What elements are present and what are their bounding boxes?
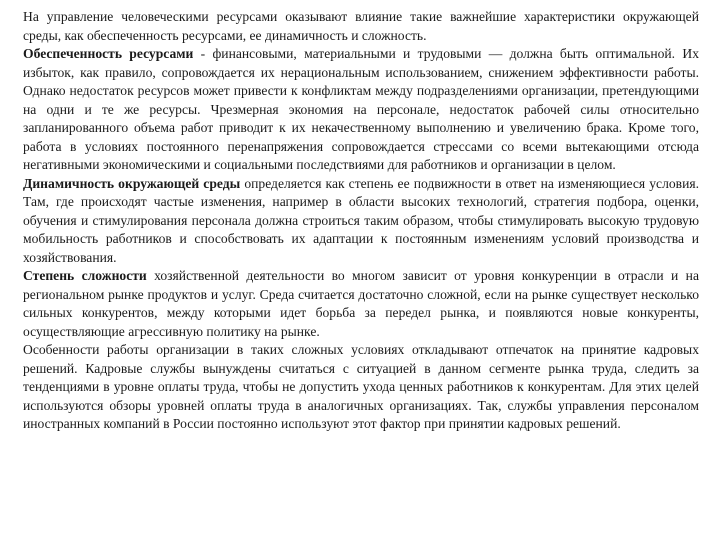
paragraph-environment-dynamics-text: определяется как степень ее подвижности в ответ на изменяющиеся условия. Там, где происходят частые изменения, например в области высоких технологий, стратегия подбора, оценки, обучения и стимулирования персонала должна строиться таким образом, чтобы стимулировать высокую трудовую мобильность работников и способствовать их адаптации к постоянным изменениям условий производства и хозяйствования. xyxy=(23,175,699,265)
paragraph-resource-availability-text: - финансовыми, материальными и трудовыми — должна быть оптимальной. Их избыток, как правило, сопровождается их нерациональным использованием, снижением эффективности работы. Однако недостаток ресурсов может привести к конфликтам между подразделениями организации, претендующими на одни и те же ресурсы. Чрезмерная экономия на персонале, недостаток рабочей силы относительно запланированного объема работ приводит к их некачественному выполнению и увеличению брака. Кроме того, работа в условиях постоянного перенапряжения сопровождается стрессами со всеми вытекающими отсюда негативными экономическими и социальными последствиями для работников и организации в целом. xyxy=(23,46,699,172)
term-complexity-degree: Степень сложности xyxy=(23,268,147,283)
term-resource-availability: Обеспеченность ресурсами xyxy=(23,46,194,61)
paragraph-complexity-degree-text: хозяйственной деятельности во многом зависит от уровня конкуренции в отрасли и на региональном рынке продуктов и услуг. Среда считается достаточно сложной, если на рынке существует несколько сильных конкурентов, между которыми идет борьба за передел рынка, и появляются новые конкуренты, осуществляющие агрессивную политику на рынке. xyxy=(23,268,699,339)
paragraph-complexity-degree xyxy=(23,267,699,341)
paragraph-work-features xyxy=(23,341,699,434)
paragraph-resource-availability xyxy=(23,45,699,175)
paragraph-work-features-text: Особенности работы организации в таких сложных условиях откладывают отпечаток на принятие кадровых решений. Кадровые службы вынуждены считаться с ситуацией в данном сегменте рынка труда, следить за тенденциями в уровне оплаты труда, чтобы не допустить ухода ценных работников к конкурентам. Для этих целей используются обзоры уровней оплаты труда в аналогичных организациях. Так, службы управления персоналом иностранных компаний в России постоянно используют этот фактор при принятии кадровых решений. xyxy=(23,342,699,431)
term-environment-dynamics: Динамичность окружающей среды xyxy=(23,175,241,191)
paragraph-environment-dynamics xyxy=(23,175,699,268)
paragraph-intro-text: На управление человеческими ресурсами оказывают влияние такие важнейшие характеристики окружающей среды, как обеспеченность ресурсами, ее динамичность и сложность. xyxy=(23,9,699,43)
paragraph-intro xyxy=(23,8,699,45)
